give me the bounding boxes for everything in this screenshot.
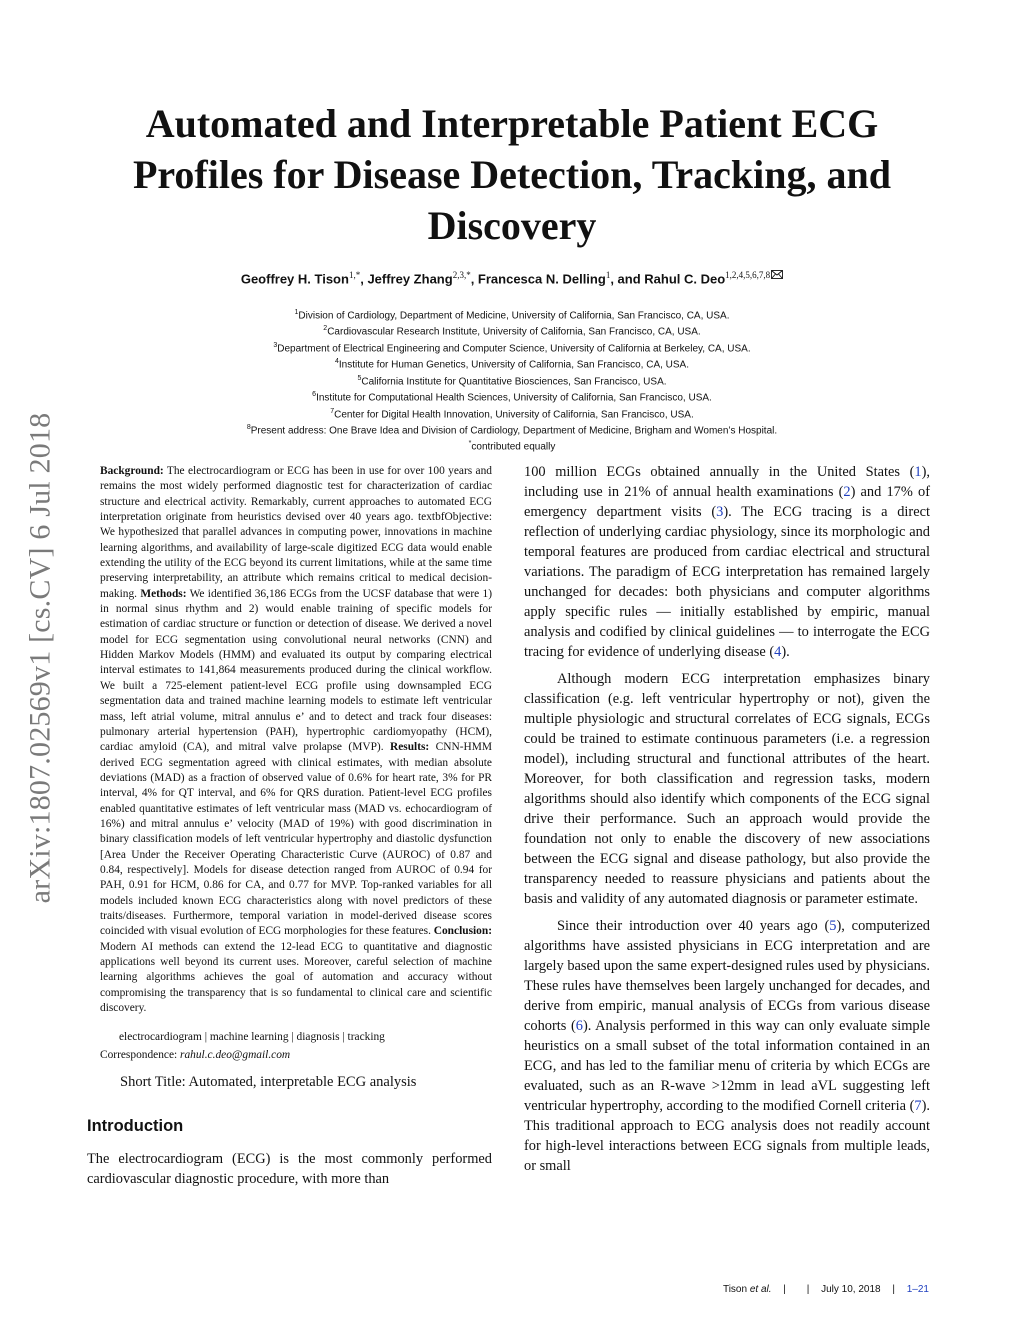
introduction-heading: Introduction — [87, 1117, 184, 1136]
body-paragraph — [524, 462, 930, 662]
title-line: Discovery — [427, 203, 597, 248]
affiliation-number: 8 — [246, 423, 251, 431]
correspondence-label: Correspondence: — [100, 1049, 181, 1062]
author-name: Geoffrey H. Tison — [240, 271, 349, 287]
footer-page-range[interactable]: 1–21 — [906, 1284, 929, 1295]
affiliation-number: * — [468, 440, 472, 448]
affiliation-number: 6 — [312, 391, 317, 399]
footer-author: Tison — [722, 1284, 750, 1295]
affiliation-text: Cardiovascular Research Institute, University of California, San Francisco, CA, USA. — [327, 326, 701, 338]
affiliation-line — [96, 355, 928, 371]
abstract — [100, 464, 492, 1016]
correspondence — [100, 1048, 492, 1063]
affiliation-line — [96, 421, 928, 437]
affiliation-number: 1 — [294, 309, 299, 316]
affiliation-number: 2 — [323, 325, 328, 333]
title-line: Profiles for Disease Detection, Tracking, and — [132, 152, 892, 197]
citation-link[interactable]: 1 — [914, 464, 922, 480]
citation-link[interactable]: 7 — [914, 1098, 922, 1114]
arxiv-identifier-stamp — [16, 373, 64, 943]
citation-link[interactable]: 5 — [829, 918, 837, 934]
author-affiliation-marker: 1 — [605, 270, 611, 280]
paper-title — [96, 98, 928, 251]
abstract-results-label: Results: — [389, 741, 430, 754]
body-paragraph — [524, 916, 930, 1176]
affiliation-number: 4 — [334, 358, 339, 366]
author-name: Rahul C. Deo — [644, 271, 726, 287]
abstract-results-text: CNN-HMM derived ECG segmentation agreed with clinical estimates, with median absolute deviations (MAD) as a fraction of observed value of 0.6% for heart rate, 3% for PR interval, 4% for QT interval, and 6% for QRS duration. Patient-level ECG profiles enabled quantitative estimates of left ventricular mass (MAD vs. echocardiogram of 16%) and mitral annulus e’ velocity (MAD of 19%) with good discrimination in binary classification models of left ventricular hypertrophy and diastolic dysfunction [Area Under the Receiver Operating Characteristic Curve (AUROC) of 0.87 and 0.84, respectively]. Models for disease detection ranged from AUROC of 0.94 for PAH, 0.91 for HCM, 0.86 for CA, and 0.77 for MVP. Top-ranked variables for all models included known ECG characteristics along with novel predictors of these traits/diseases. Furthermore, temporal variation in model-derived disease scores coincided with visual evolution of ECG morphologies for these features. — [100, 741, 492, 938]
abstract-conclusion-text: Modern AI methods can extend the 12-lead ECG to quantitative and diagnostic applications well beyond its current uses. Moreover, careful selection of machine learning algorithms achieves the goal of automation and accuracy without compromising the transparency that is so fundamental to clinical care and scientific discovery. — [100, 940, 492, 1015]
author-affiliation-marker: 2,3,* — [452, 270, 471, 280]
citation-link[interactable]: 3 — [716, 504, 724, 520]
affiliation-line — [96, 339, 928, 355]
author-name: Jeffrey Zhang — [367, 271, 453, 287]
affiliation-text: Present address: One Brave Idea and Division of Cardiology, Department of Medicine, Brigham and Women’s Hospital. — [250, 425, 778, 437]
paragraph-text: Since their introduction over 40 years ago ( — [557, 918, 830, 934]
author-separator: , and — [610, 271, 645, 287]
paragraph-text: ). The ECG tracing is a direct reflection of underlying cardiac physiology, since its morphologic and temporal features are produced from cardiac electrical and structural variations. The paradigm of ECG interpretation has remained largely unchanged for decades: both physicians and computer algorithms apply specific rules — initially established by empiric, manual analysis and codified by clinical guidelines — to interrogate the ECG tracing for evidence of underlying disease ( — [524, 504, 930, 660]
affiliation-line — [96, 388, 928, 404]
affiliation-number: 7 — [330, 407, 335, 415]
arxiv-identifier-text: arXiv:1807.02569v1 [cs.CV] 6 Jul 2018 — [23, 412, 57, 904]
affiliation-line — [96, 437, 928, 453]
citation-link[interactable]: 6 — [575, 1018, 583, 1034]
paragraph-text: ). Analysis performed in this way can only evaluate simple heuristics on a small subset of the total information contained in an ECG, and has led to the familiar menu of criteria by which ECGs are evaluated, such as an R-wave >12mm in lead aVL suggesting left ventricular hypertrophy, according to the modified Cornell criteria ( — [524, 1018, 930, 1114]
abstract-methods-text: We identified 36,186 ECGs from the UCSF database that were 1) in normal sinus rhythm and 2) would enable training of specific models for estimation of cardiac structure or function or detection of disease. We derived a novel model for ECG segmentation using convolutional neural networks (CNN) and Hidden Markov Models (HMM) and evaluated its output by comparing electrical interval estimates to 141,864 measurements produced during the clinical workflow. We built a 725-element patient-level ECG profile using downsampled ECG segmentation data and trained machine learning models to estimate left ventricular mass, left atrial volume, mitral annulus e’ and to detect and track four diseases: pulmonary arterial hypertension (PAH), hypertrophic cardiomyopathy (HCM), cardiac amyloid (CA), and mitral valve prolapse (MVP). — [100, 587, 492, 754]
citation-link[interactable]: 4 — [774, 644, 782, 660]
affiliation-text: Institute for Computational Health Sciences, University of California, San Francisco, USA. — [316, 392, 712, 404]
page-footer — [723, 1284, 929, 1296]
author-separator: , — [360, 271, 368, 287]
keywords: electrocardiogram | machine learning | diagnosis | tracking — [119, 1031, 385, 1044]
author-affiliation-marker: 1,2,4,5,6,7,8 — [725, 270, 771, 280]
left-column — [87, 464, 492, 1189]
title-line: Automated and Interpretable Patient ECG — [145, 101, 879, 146]
affiliation-text: contributed equally — [471, 441, 556, 453]
affiliation-line — [96, 322, 928, 338]
body-paragraph: Although modern ECG interpretation emphasizes binary classification (e.g. left ventricular hypertrophy or not), given the multiple physiologic and structural correlates of ECG signals, ECGs could be trained to estimate continuous parameters (i.e. a regression model), including structural and functional attributes of the heart. Moreover, for both classification and regression tasks, modern algorithms should also identify which components of the ECG signal drive their performance. Such an approach would provide the foundation not only to enable the discovery of new associations between the ECG signal and disease pathology, but also provide the transparency needed to reassure physicians and patients about the basis and validity of any automated diagnosis or parameter estimate. — [524, 671, 930, 907]
footer-separator: | — [783, 1284, 786, 1295]
paragraph-text: ). — [781, 644, 790, 660]
abstract-methods-label: Methods: — [140, 587, 187, 600]
author-separator: , — [470, 271, 478, 287]
author-affiliation-marker: 1,* — [348, 270, 361, 280]
envelope-icon[interactable] — [771, 270, 783, 279]
affiliation-line — [96, 372, 928, 388]
footer-date: July 10, 2018 — [821, 1284, 881, 1295]
right-column — [524, 462, 930, 1176]
footer-etal: et al. — [749, 1284, 772, 1295]
abstract-conclusion-label: Conclusion: — [433, 925, 492, 938]
affiliation-text: Department of Electrical Engineering and Computer Science, University of California at Berkeley, CA, USA. — [277, 343, 751, 355]
affiliation-text: Center for Digital Health Innovation, University of California, San Francisco, USA. — [334, 408, 694, 420]
affiliation-line — [96, 405, 928, 421]
paragraph-text: 100 million ECGs obtained annually in the United States ( — [524, 464, 915, 480]
citation-link[interactable]: 2 — [843, 484, 851, 500]
paragraph-text: ), computerized algorithms have assisted physicians in ECG interpretation and are largely based upon the same expert-designed rules used by physicians. These rules have themselves been largely unchanged for decades, and derive from empiric, manual analysis of ECGs from various disease cohorts ( — [524, 918, 930, 1034]
short-title: Short Title: Automated, interpretable ECG analysis — [120, 1074, 417, 1091]
footer-separator: | — [892, 1284, 895, 1295]
author-list — [96, 266, 928, 288]
abstract-background-text: The electrocardiogram or ECG has been in use for over 100 years and remains the most widely performed diagnostic test for characterization of cardiac structure and electrical activity. Remarkably, current approaches to automated ECG interpretation originate from heuristics devised over 40 years ago. textbfObjective: We hypothesized that parallel advances in computing power, innovations in machine learning algorithms, and availability of large-scale digitized ECG data would enable extending the utility of the ECG beyond its current limitations, while at the same time preserving interpretability, an attribute which remains critical to medical decision-making. — [100, 465, 492, 600]
paragraph-text: ), including use in 21% of annual health examinations ( — [524, 464, 930, 500]
affiliation-text: Division of Cardiology, Department of Medicine, University of California, San Francisco, CA, USA. — [298, 310, 730, 322]
affiliation-number: 3 — [273, 341, 278, 349]
correspondence-email[interactable]: rahul.c.deo@gmail.com — [180, 1049, 291, 1062]
author-name: Francesca N. Delling — [477, 271, 606, 287]
footer-separator: | — [806, 1284, 810, 1295]
affiliation-line — [96, 306, 928, 322]
affiliation-number: 5 — [357, 374, 362, 382]
abstract-background-label: Background: — [100, 465, 164, 477]
affiliation-list — [96, 306, 928, 454]
paragraph-text: ). This traditional approach to ECG analysis does not readily account for high-level interactions between ECG signals from multiple leads, or small — [524, 1098, 930, 1174]
affiliation-text: Institute for Human Genetics, University of California, San Francisco, CA, USA. — [338, 359, 690, 371]
affiliation-text: California Institute for Quantitative Biosciences, San Francisco, USA. — [361, 376, 667, 388]
paragraph-text: ) and 17% of emergency department visits ( — [524, 484, 930, 520]
introduction-paragraph: The electrocardiogram (ECG) is the most commonly performed cardiovascular diagnostic procedure, with more than — [87, 1151, 492, 1188]
